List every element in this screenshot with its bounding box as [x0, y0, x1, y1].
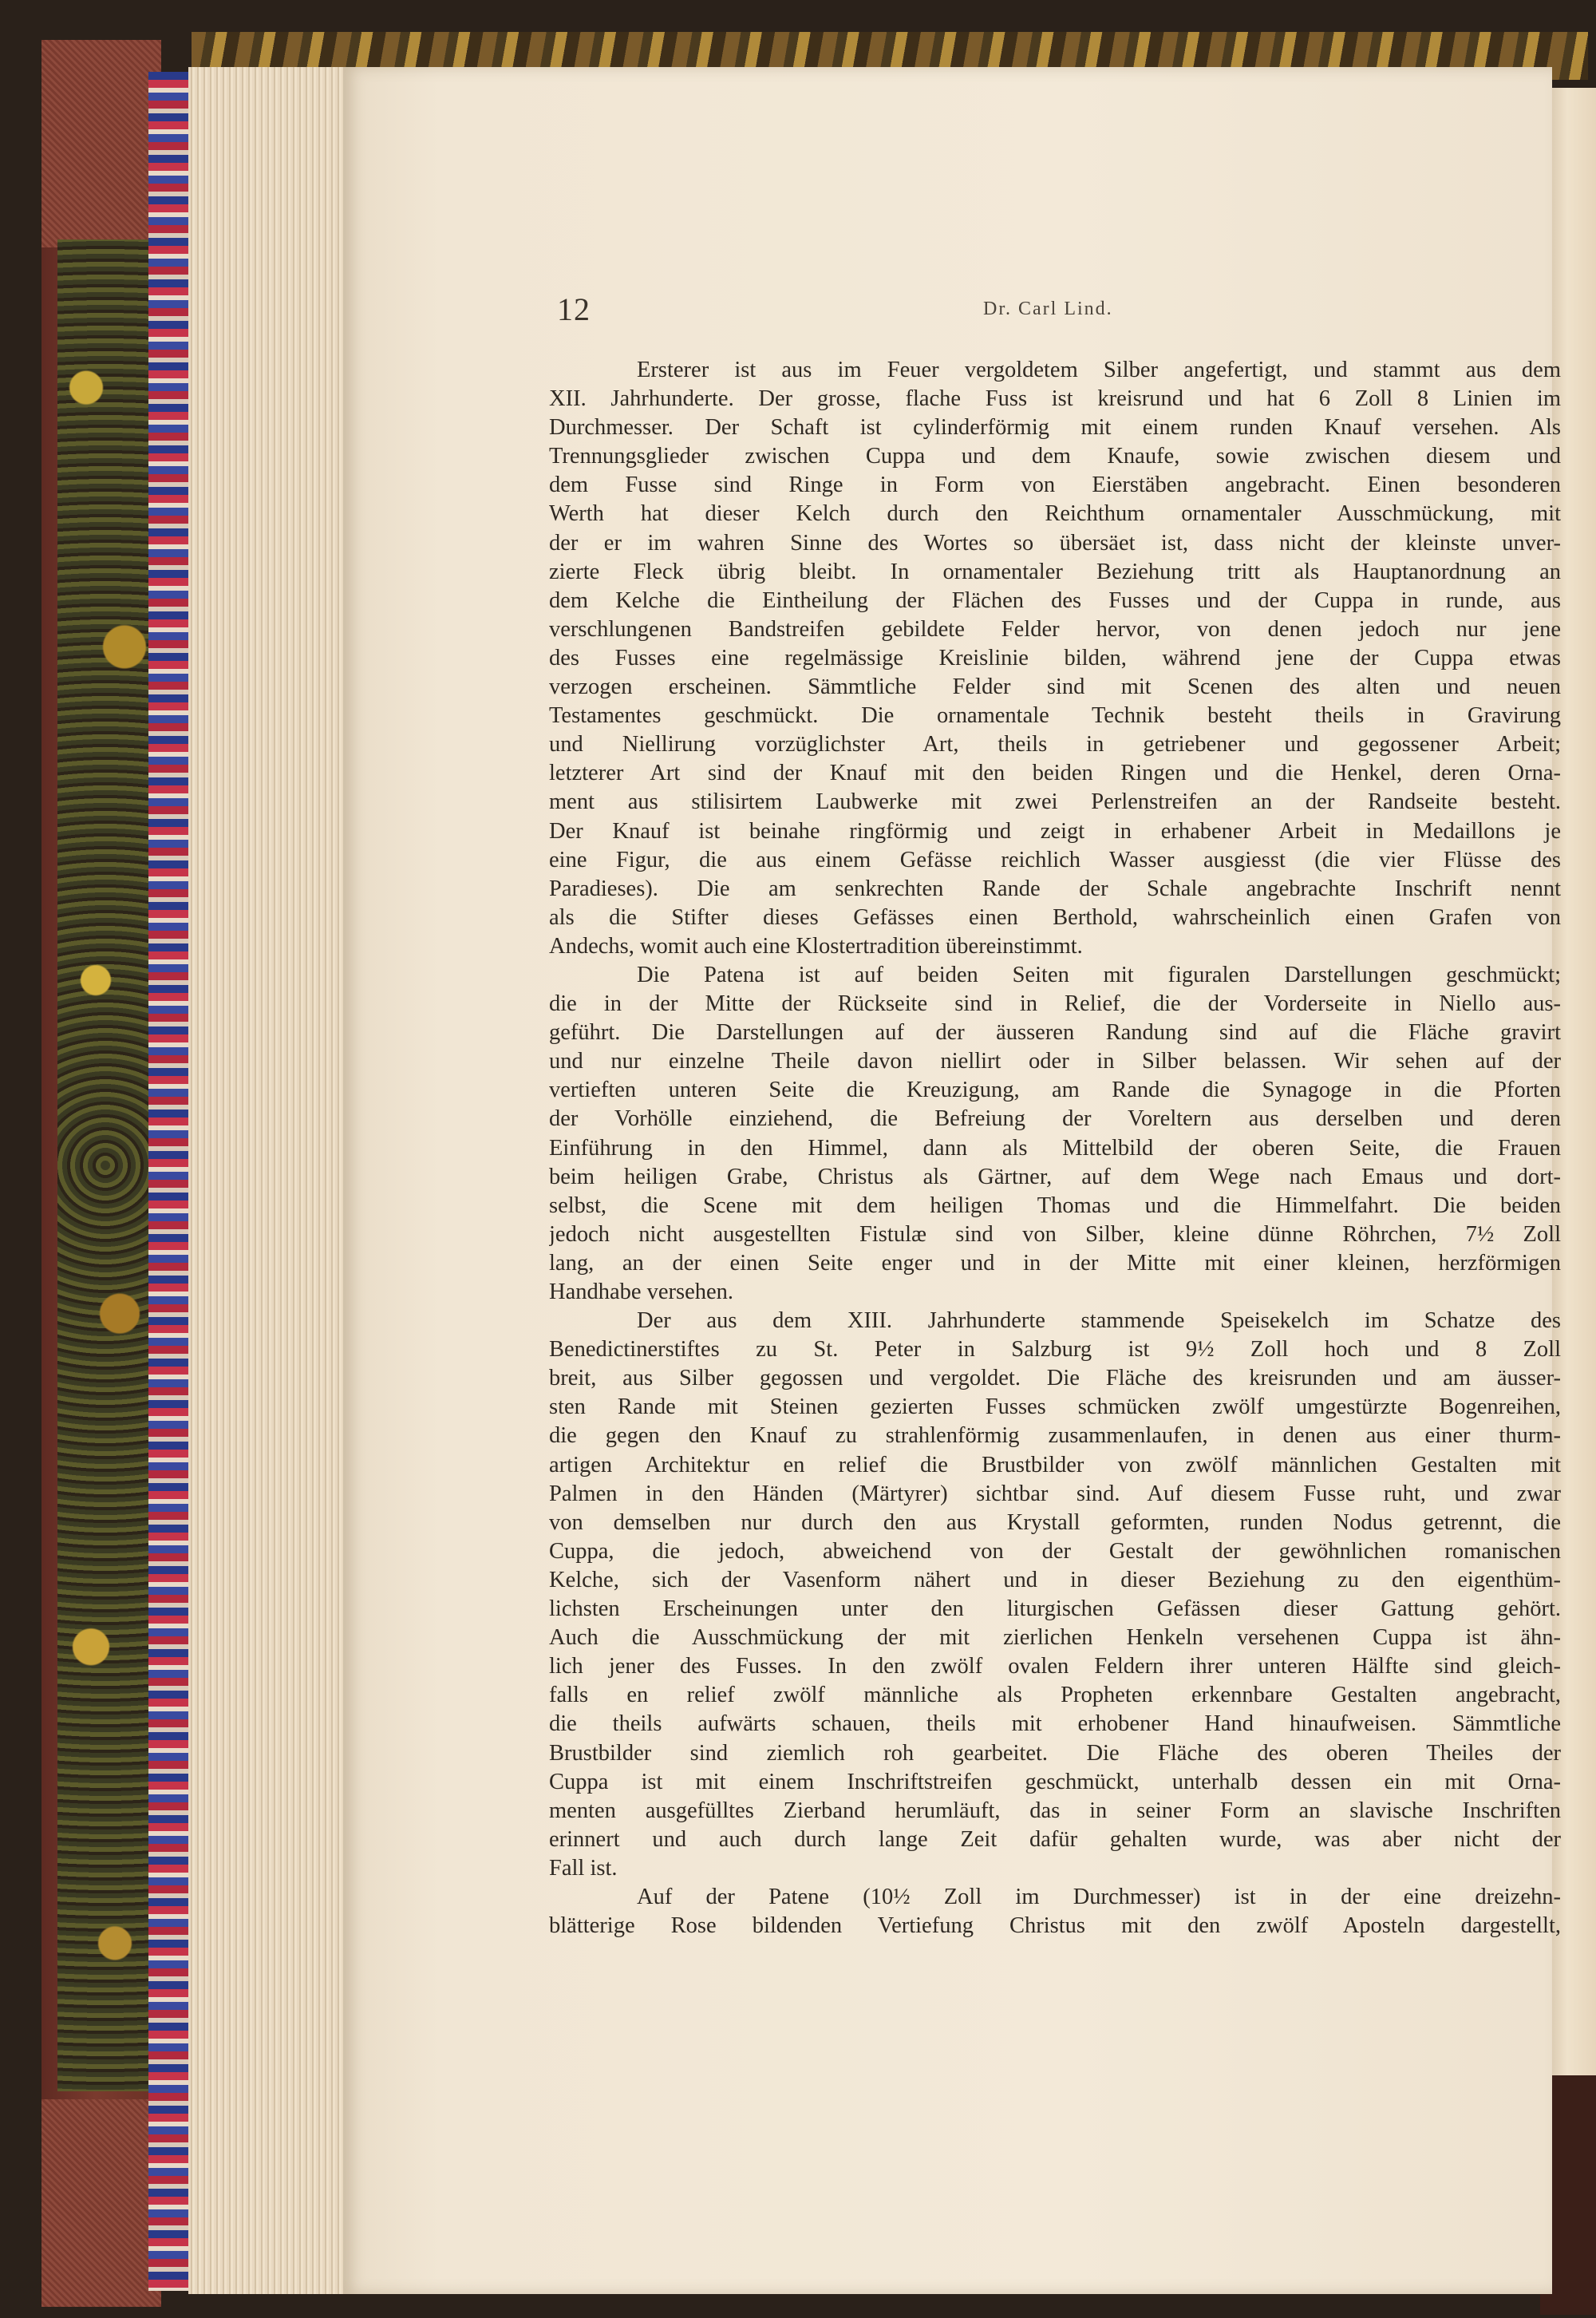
text-line: Ersterer ist aus im Feuer vergoldetem Silber angefertigt, und stammt aus dem: [637, 358, 1561, 382]
text-line: vertieften unteren Seite die Kreuzigung, am Rande die Synagoge in die Pforten: [549, 1078, 1561, 1103]
text-line: Testamentes geschmückt. Die ornamentale Technik besteht theils in Gravirung: [549, 703, 1561, 729]
text-line: und nur einzelne Theile davon niellirt oder in Silber belassen. Wir sehen auf der: [549, 1049, 1561, 1074]
text-line: sten Rande mit Steinen gezierten Fusses schmücken zwölf umgestürzte Bogenreihen,: [549, 1394, 1561, 1420]
running-head: Dr. Carl Lind.: [983, 299, 1113, 319]
text-line: Der Knauf ist beinahe ringförmig und zeigt in erhabener Arbeit in Medaillons je: [549, 818, 1561, 844]
page-number: 12: [557, 291, 591, 327]
text-line: erinnert und auch durch lange Zeit dafür gehalten wurde, was aber nicht der: [549, 1826, 1561, 1852]
text-line: geführt. Die Darstellungen auf der äusseren Randung sind auf die Fläche gravirt: [549, 1020, 1561, 1046]
text-line: Die Patena ist auf beiden Seiten mit figuralen Darstellungen geschmückt;: [637, 962, 1561, 987]
text-line: Auch die Ausschmückung der mit zierlichen Henkeln versehenen Cuppa ist ähn-: [549, 1625, 1561, 1651]
text-line: menten ausgefülltes Zierband herumläuft, das in seiner Form an slavische Inschriften: [549, 1798, 1561, 1823]
text-line: Durchmesser. Der Schaft ist cylinderförmig mit einem runden Knauf versehen. Als: [549, 415, 1561, 441]
text-line: beim heiligen Grabe, Christus als Gärtner, auf dem Wege nach Emaus und dort-: [549, 1164, 1561, 1189]
text-line: die theils aufwärts schauen, theils mit erhobener Hand hinaufweisen. Sämmtliche: [549, 1711, 1561, 1737]
text-line: ment aus stilisirtem Laubwerke mit zwei Perlenstreifen an der Randseite besteht.: [549, 789, 1561, 815]
text-line: Handhabe versehen.: [549, 1280, 734, 1304]
text-line: Kelche, sich der Vasenform nähert und in dieser Beziehung zu den eigenthüm-: [549, 1567, 1561, 1592]
text-line: der er im wahren Sinne des Wortes so übersäet ist, dass nicht der kleinste unver-: [549, 530, 1561, 556]
cover-corner-top: [41, 40, 161, 247]
text-line: die gegen den Knauf zu strahlenförmig zusammenlaufen, in denen aus einer thurm-: [549, 1423, 1561, 1449]
text-line: von demselben nur durch den aus Krystall geformten, runden Nodus getrennt, die: [549, 1509, 1561, 1535]
text-line: Trennungsglieder zwischen Cuppa und dem Knaufe, sowie zwischen diesem und: [549, 444, 1561, 469]
text-line: lich jener des Fusses. In den zwölf ovalen Feldern ihrer unteren Hälfte sind gleich-: [549, 1654, 1561, 1679]
text-line: als die Stifter dieses Gefässes einen Berthold, wahrscheinlich einen Grafen von: [549, 904, 1561, 930]
text-line: Auf der Patene (10½ Zoll im Durchmesser) ist in der eine dreizehn-: [637, 1884, 1561, 1909]
text-line: Paradieses). Die am senkrechten Rande der Schale angebrachte Inschrift nennt: [549, 876, 1561, 901]
text-line: Benedictinerstiftes zu St. Peter in Salzburg ist 9½ Zoll hoch und 8 Zoll: [549, 1337, 1561, 1363]
text-line: lang, an der einen Seite enger und in der Mitte mit einer kleinen, herzförmigen: [549, 1250, 1561, 1276]
text-line: der Vorhölle einziehend, die Befreiung der Voreltern aus derselben und deren: [549, 1106, 1561, 1132]
text-line: eine Figur, die aus einem Gefässe reichlich Wasser ausgiesst (die vier Flüsse des: [549, 847, 1561, 872]
text-line: verschlungenen Bandstreifen gebildete Felder hervor, von denen jedoch nur jene: [549, 616, 1561, 642]
marbled-page-edge: [148, 72, 188, 2291]
text-line: Werth hat dieser Kelch durch den Reichthum ornamentaler Ausschmückung, mit: [549, 501, 1561, 527]
text-line: dem Kelche die Eintheilung der Flächen des Fusses und der Cuppa in runde, aus: [549, 587, 1561, 613]
body-text: [549, 356, 1561, 2304]
text-line: blätterige Rose bildenden Vertiefung Christus mit den zwölf Aposteln dargestellt,: [549, 1913, 1561, 1939]
text-line: Fall ist.: [549, 1855, 618, 1881]
text-line: XII. Jahrhunderte. Der grosse, flache Fuss ist kreisrund und hat 6 Zoll 8 Linien im: [549, 386, 1561, 412]
text-line: dem Fusse sind Ringe in Form von Eierstäben angebracht. Einen besonderen: [549, 473, 1561, 498]
text-line: falls en relief zwölf männliche als Propheten erkennbare Gestalten angebracht,: [549, 1683, 1561, 1708]
text-line: Palmen in den Händen (Märtyrer) sichtbar sind. Auf diesem Fusse ruht, und zwar: [549, 1481, 1561, 1506]
cover-corner-bottom: [41, 2099, 161, 2307]
text-line: Andechs, womit auch eine Klostertradition übereinstimmt.: [549, 933, 1083, 959]
marbled-endpaper: [57, 239, 153, 2091]
text-line: selbst, die Scene mit dem heiligen Thomas und die Himmelfahrt. Die beiden: [549, 1193, 1561, 1218]
text-line: Der aus dem XIII. Jahrhunderte stammende Speisekelch im Schatze des: [637, 1308, 1561, 1334]
text-line: letzterer Art sind der Knauf mit den beiden Ringen und die Henkel, deren Orna-: [549, 761, 1561, 786]
text-line: verzogen erscheinen. Sämmtliche Felder sind mit Scenen des alten und neuen: [549, 674, 1561, 700]
text-line: die in der Mitte der Rückseite sind in Relief, die der Vorderseite in Niello aus-: [549, 991, 1561, 1017]
text-line: des Fusses eine regelmässige Kreislinie bilden, während jene der Cuppa etwas: [549, 645, 1561, 670]
text-line: zierte Fleck übrig bleibt. In ornamentaler Beziehung tritt als Hauptanordnung an: [549, 559, 1561, 584]
text-line: Cuppa, die jedoch, abweichend von der Gestalt der gewöhnlichen romanischen: [549, 1538, 1561, 1564]
text-line: Einführung in den Himmel, dann als Mittelbild der oberen Seite, die Frauen: [549, 1135, 1561, 1161]
text-line: jedoch nicht ausgestellten Fistulæ sind von Silber, kleine dünne Röhrchen, 7½ Zoll: [549, 1221, 1561, 1247]
book-page: [343, 67, 1561, 2294]
text-line: Cuppa ist mit einem Inschriftstreifen geschmückt, unterhalb dessen ein mit Orna-: [549, 1769, 1561, 1794]
text-line: und Niellirung vorzüglichster Art, theils in getriebener und gegossener Arbeit;: [549, 732, 1561, 758]
text-line: artigen Architektur en relief die Brustbilder von zwölf männlichen Gestalten mit: [549, 1452, 1561, 1477]
text-line: lichsten Erscheinungen unter den liturgischen Gefässen dieser Gattung gehört.: [549, 1596, 1561, 1622]
text-line: breit, aus Silber gegossen und vergoldet. Die Fläche des kreisrunden und am äusser-: [549, 1366, 1561, 1391]
text-line: Brustbilder sind ziemlich roh gearbeitet. Die Fläche des oberen Theiles der: [549, 1740, 1561, 1766]
page-block-edges: [188, 67, 348, 2294]
